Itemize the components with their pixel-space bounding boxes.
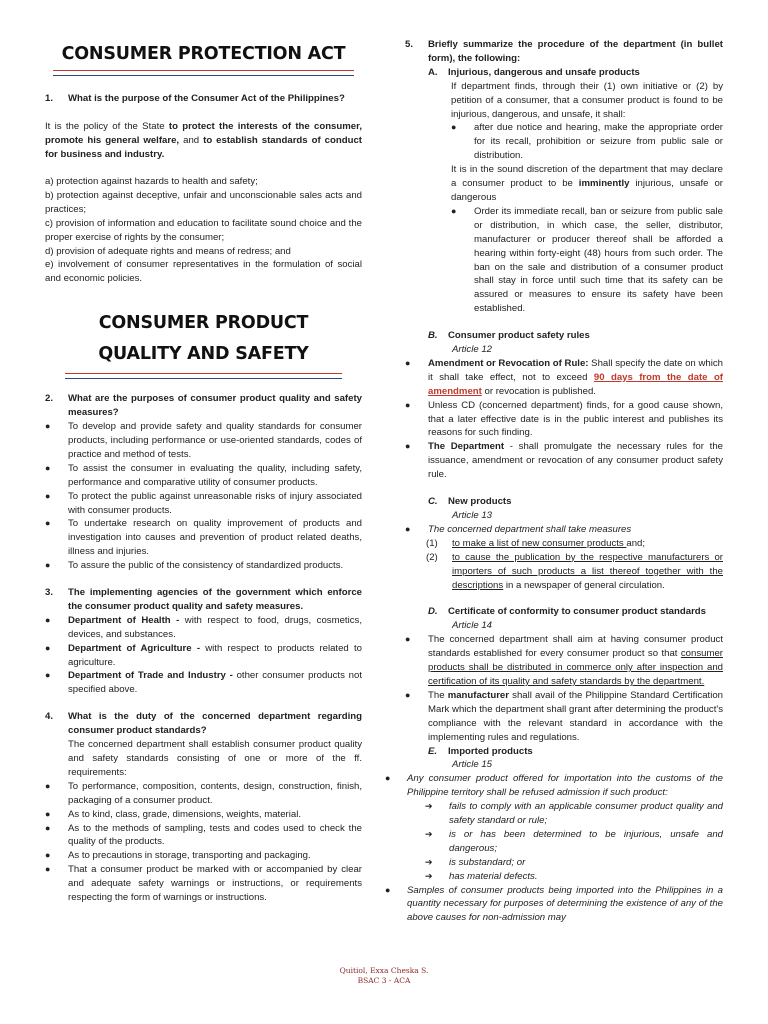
policy-item: c) provision of information and education to facilitate sound choice and the proper exercise of rights by the consumer; [45, 217, 362, 243]
author-name: Quitiol, Exxa Cheska S. [339, 966, 429, 975]
list-item: ● As to the methods of sampling, tests and codes used to check the quality of the products. [45, 822, 362, 850]
arrow-item: ➔ has material defects. [405, 870, 723, 884]
list-item: ● As to precautions in storage, transporting and packaging. [45, 849, 362, 863]
list-item: ● after due notice and hearing, make the appropriate order for its recall, prohibition or seizure from public sale or distribution. [451, 121, 723, 163]
list-item: ● That a consumer product be marked with or accompanied by clear and adequate safety warnings or instructions, or requirements respecting the form of warnings or instructions. [45, 863, 362, 905]
list-item: ● Any consumer product offered for importation into the customs of the Philippine territory shall be refused admission if such product: [385, 772, 723, 800]
article-label: Article 13 [452, 510, 492, 521]
author-section: BSAC 3 - ACA [357, 976, 411, 986]
section-a-paragraph: If department finds, through their (1) own initiative or (2) by petition of a consumer, that a consumer product is found to be injurious, dangerous, and unsafe, it shall: [451, 80, 723, 120]
section-e-heading: E. Imported products [428, 745, 533, 757]
section-d-heading: D. Certificate of conformity to consumer product standards [428, 606, 707, 618]
list-item: ● Order its immediate recall, ban or seizure from public sale or distribution, in which case, the seller, distributor, manufacturer or producer thereof shall be afforded a hearing within forty-eight (48) hours from such order. The ban on the sale and distribution of a consumer product shall stay in force until such time that its safety can be assured or measures to ensure its safety have been established. [451, 205, 723, 316]
policy-item: a) protection against hazards to health and safety; [45, 176, 258, 187]
left-column [45, 0, 362, 905]
list-item: ● The concerned department shall aim at having consumer product standards established for every consumer product so that consumer products shall be distributed in commerce only after inspection and certification of its quality and safety standards by the department. [405, 633, 723, 689]
list-item: ● Department of Trade and Industry - other consumer products not specified above. [45, 669, 362, 697]
list-item: ● To develop and provide safety and quality standards for consumer products, including performance or use-oriented standards, codes of practice and method of tests. [45, 420, 362, 462]
list-item: ● The manufacturer shall avail of the Philippine Standard Certification Mark which the department shall grant after determining the product's compliance with the relevant standard in accordance with the implementing rules and regulations. [405, 689, 723, 745]
question-4: 4. What is the duty of the concerned department regarding consumer product standards? [45, 711, 362, 737]
list-item: ● To protect the public against unreasonable risks of injury associated with consumer products. [45, 490, 362, 518]
list-item: ● Unless CD (concerned department) finds, for a good cause shown, that a later effective date is in the public interest and publishes its reasons for such finding. [405, 399, 723, 441]
footer [0, 966, 768, 986]
list-item: ● Samples of consumer products being imported into the Philippines in a quantity necessary for purposes of determining the existence of any of the above causes for non-admission may [385, 884, 723, 926]
question-2: 2. What are the purposes of consumer product quality and safety measures? [45, 393, 362, 419]
q4-intro: The concerned department shall establish consumer product quality and safety standards consisting of one or more of the ff. requirements: [68, 739, 362, 778]
section-c-heading: C. New products [428, 496, 512, 508]
numbered-item: (2) to cause the publication by the respective manufacturers or importers of such products a list thereof together with the descriptions in a newspaper of general circulation. [426, 551, 723, 591]
policy-item: e) involvement of consumer representatives in the formulation of social and economic policies. [45, 259, 362, 285]
policy-item: d) provision of adequate rights and means of redress; and [45, 245, 291, 257]
title-consumer-protection-act: CONSUMER PROTECTION ACT [61, 44, 346, 64]
policy-paragraph: It is the policy of the State to protect the interests of the consumer, promote his general welfare, and to establish standards of conduct for business and industry. [45, 121, 362, 161]
article-label: Article 15 [452, 759, 492, 771]
list-item: ● To undertake research on quality improvement of products and investigation into causes and prevention of product related deaths, illness and injuries. [45, 517, 362, 559]
list-item: ● Department of Health - with respect to food, drugs, cosmetics, devices, and substances. [45, 614, 362, 642]
arrow-item: ➔ is substandard; or [405, 856, 723, 870]
article-label: Article 12 [452, 344, 492, 356]
policy-item: b) protection against deceptive, unfair and unconscionable sales acts and practices; [45, 189, 362, 215]
question-1: 1. What is the purpose of the Consumer Act of the Philippines? [45, 93, 345, 105]
section-b-heading: B. Consumer product safety rules [428, 330, 590, 342]
list-item: ● To performance, composition, contents, design, construction, finish, packaging of a consumer product. [45, 780, 362, 808]
question-5: 5. Briefly summarize the procedure of the department (in bullet form), the following: [405, 39, 723, 64]
article-label: Article 14 [452, 620, 492, 632]
arrow-item: ➔ fails to comply with an applicable consumer product quality and safety standard or rule; [405, 800, 723, 828]
right-column [405, 0, 723, 925]
list-item: ● To assist the consumer in evaluating the quality, including safety, performance and comparative utility of consumer products. [45, 462, 362, 490]
numbered-item: (1) to make a list of new consumer products and; [426, 537, 646, 549]
list-item: ● The concerned department shall take measures [405, 523, 723, 537]
list-item: ● The Department - shall promulgate the necessary rules for the issuance, amendment or revocation of any consumer product safety rule. [405, 440, 723, 482]
question-3: 3. The implementing agencies of the government which enforce the consumer product quality and safety measures. [45, 587, 362, 612]
title-consumer-product: CONSUMER PRODUCT [98, 313, 309, 334]
section-a-heading: A. Injurious, dangerous and unsafe products [428, 66, 640, 78]
list-item: ● Amendment or Revocation of Rule: Shall specify the date on which it shall take effect, not to exceed 90 days from the date of amendment or revocation is published. [405, 357, 723, 399]
arrow-item: ➔ is or has been determined to be injurious, unsafe and dangerous; [405, 828, 723, 856]
list-item: ● As to kind, class, grade, dimensions, weights, material. [45, 808, 362, 822]
section-a-paragraph: It is in the sound discretion of the department that may declare a consumer product to be imminently injurious, unsafe or dangerous [451, 164, 723, 203]
list-item: ● To assure the public of the consistency of standardized products. [45, 559, 362, 573]
list-item: ● Department of Agriculture - with respect to products related to agriculture. [45, 642, 362, 670]
title-quality-and-safety: QUALITY AND SAFETY [98, 344, 309, 365]
